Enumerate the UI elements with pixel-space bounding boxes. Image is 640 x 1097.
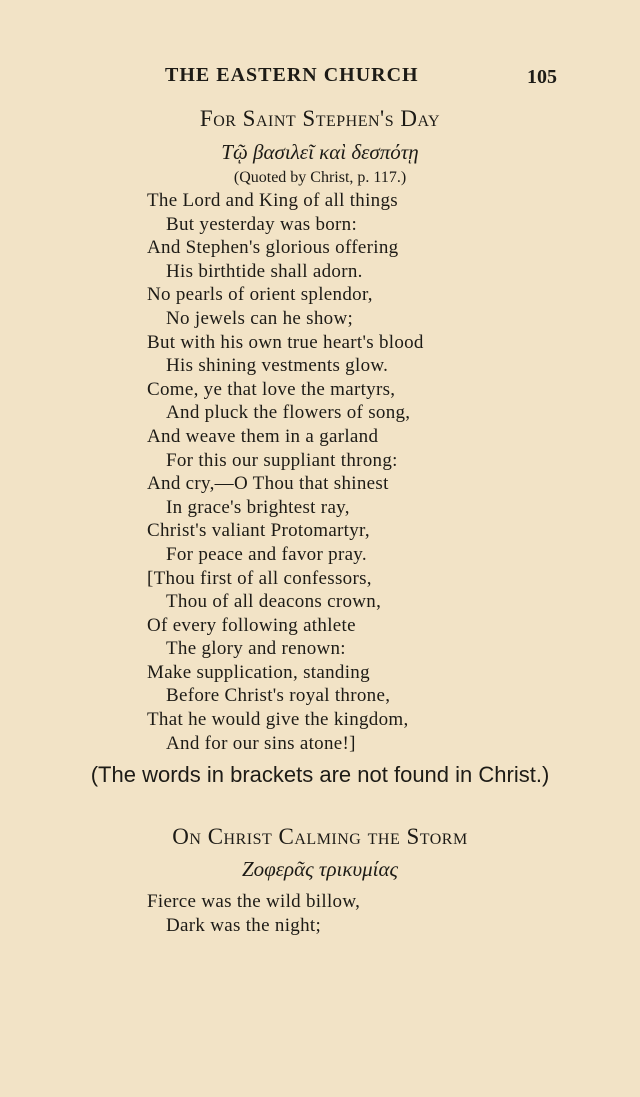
poem-line: And cry,—O Thou that shinest bbox=[147, 473, 389, 494]
poem-line: For this our suppliant throng: bbox=[166, 450, 398, 471]
poem-line: And for our sins atone!] bbox=[166, 733, 356, 754]
editor-note: (The words in brackets are not found in Christ.) bbox=[90, 762, 550, 787]
poem-line: The Lord and King of all things bbox=[147, 190, 398, 211]
poem-line: Come, ye that love the martyrs, bbox=[147, 379, 396, 400]
poem-line: The glory and renown: bbox=[166, 638, 346, 659]
poem-line: And pluck the flowers of song, bbox=[166, 402, 411, 423]
source-note: (Quoted by Christ, p. 117.) bbox=[233, 169, 407, 186]
poem-line: And weave them in a garland bbox=[147, 426, 379, 447]
poem-line: Make supplication, standing bbox=[147, 662, 370, 683]
poem-line: His shining vestments glow. bbox=[166, 355, 389, 376]
poem-line: In grace's brightest ray, bbox=[166, 497, 350, 518]
running-title: THE EASTERN CHURCH bbox=[165, 64, 419, 86]
greek-title-saint-stephen: Τῷ βασιλεῖ καὶ δεσπότῃ bbox=[221, 140, 419, 164]
poem-line: Of every following athlete bbox=[147, 615, 356, 636]
poem-line: For peace and favor pray. bbox=[166, 544, 367, 565]
poem-line: And Stephen's glorious offering bbox=[147, 237, 399, 258]
poem-line: [Thou first of all confessors, bbox=[147, 568, 372, 589]
poem-line: But yesterday was born: bbox=[166, 214, 358, 235]
poem-title-saint-stephen: For Saint Stephen's Day bbox=[199, 106, 441, 131]
page-number: 105 bbox=[527, 66, 557, 88]
running-head bbox=[0, 64, 640, 94]
poem-title-calming-storm: On Christ Calming the Storm bbox=[172, 824, 468, 849]
poem-line: No jewels can he show; bbox=[166, 308, 354, 329]
poem-line: No pearls of orient splendor, bbox=[147, 284, 373, 305]
poem-line: Fierce was the wild billow, bbox=[147, 891, 361, 912]
poem-line: Christ's valiant Protomartyr, bbox=[147, 520, 370, 541]
poem-line: Dark was the night; bbox=[166, 915, 322, 936]
poem-line: Thou of all deacons crown, bbox=[166, 591, 382, 612]
poem-line: His birthtide shall adorn. bbox=[166, 261, 363, 282]
greek-title-calming-storm: Ζοφερᾶς τρικυμίας bbox=[241, 857, 398, 881]
poem-line: But with his own true heart's blood bbox=[147, 332, 424, 353]
poem-line: That he would give the kingdom, bbox=[147, 709, 409, 730]
poem-line: Before Christ's royal throne, bbox=[166, 685, 391, 706]
